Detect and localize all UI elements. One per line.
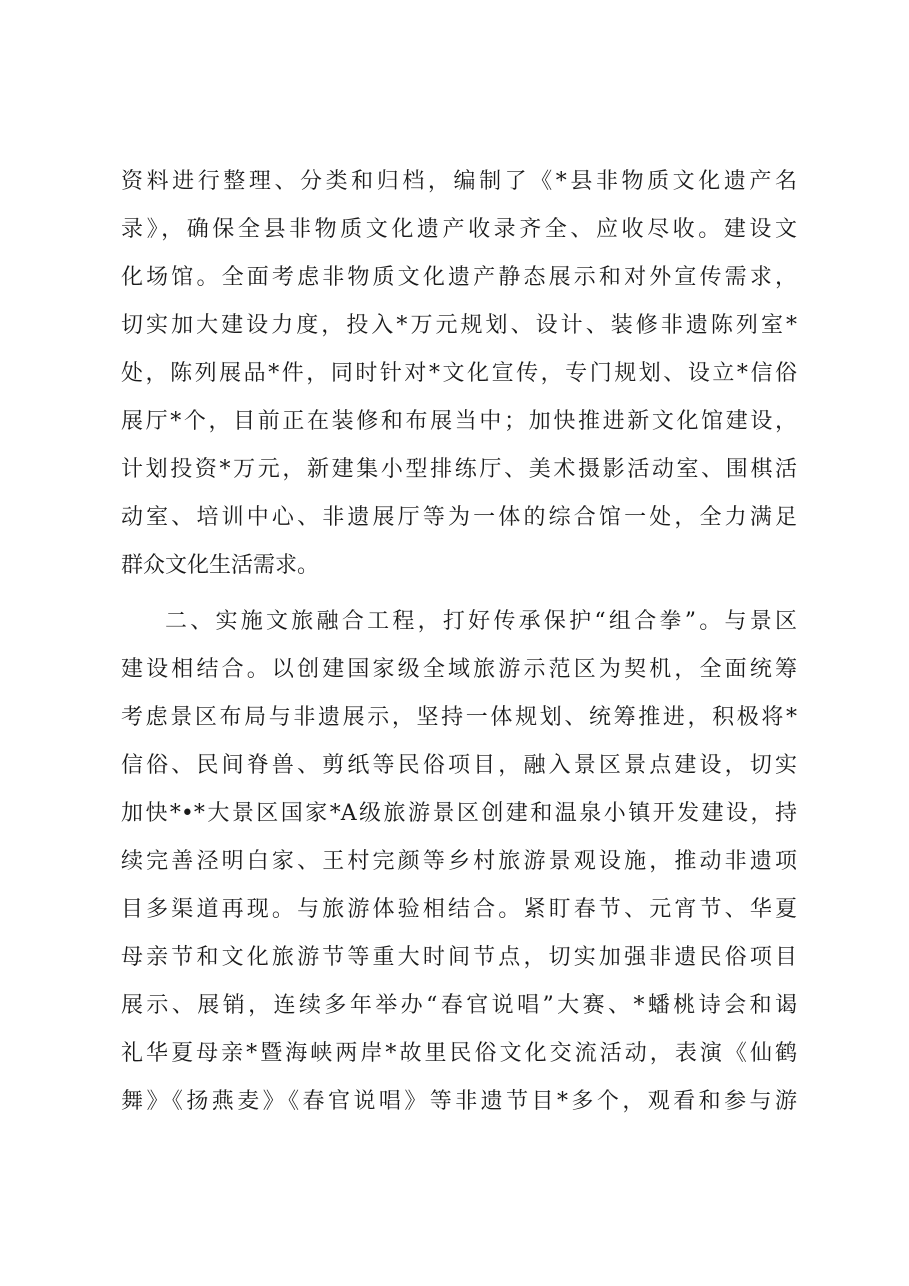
text-line: 考虑景区布局与非遗展示，坚持一体规划、统筹推进，积极将* [121, 705, 797, 730]
text-line: 切实加大建设力度，投入*万元规划、设计、装修非遗陈列室* [121, 313, 797, 338]
text-line: 礼华夏母亲*暨海峡两岸*故里民俗文化交流活动，表演《仙鹤 [121, 1041, 797, 1066]
text-line: 动室、培训中心、非遗展厅等为一体的综合馆一处，全力满足 [121, 505, 797, 530]
text-line: 处，陈列展品*件，同时针对*文化宣传，专门规划、设立*信俗 [121, 361, 797, 386]
text-line: 续完善泾明白家、王村完颜等乡村旅游景观设施，推动非遗项 [121, 849, 797, 874]
text-line: 录》，确保全县非物质文化遗产收录齐全、应收尽收。建设文 [121, 217, 797, 242]
text-line: 目多渠道再现。与旅游体验相结合。紧盯春节、元宵节、华夏 [121, 897, 797, 922]
text-line: 信俗、民间脊兽、剪纸等民俗项目，融入景区景点建设，切实 [121, 753, 797, 778]
text-line: 舞》《扬燕麦》《春官说唱》等非遗节目*多个，观看和参与游 [121, 1089, 797, 1114]
text-line: 建设相结合。以创建国家级全域旅游示范区为契机，全面统筹 [121, 657, 797, 682]
text-line: 母亲节和文化旅游节等重大时间节点，切实加强非遗民俗项目 [121, 945, 797, 970]
text-line: 加快*•*大景区国家*A级旅游景区创建和温泉小镇开发建设，持 [121, 801, 797, 826]
text-line: 化场馆。全面考虑非物质文化遗产静态展示和对外宣传需求， [121, 265, 797, 290]
text-line: 展厅*个，目前正在装修和布展当中；加快推进新文化馆建设， [121, 409, 797, 434]
text-line: 二、实施文旅融合工程，打好传承保护“组合拳”。与景区 [165, 609, 797, 634]
text-line: 群众文化生活需求。 [121, 553, 320, 578]
text-line: 计划投资*万元，新建集小型排练厅、美术摄影活动室、围棋活 [121, 457, 797, 482]
text-line: 资料进行整理、分类和归档，编制了《*县非物质文化遗产名 [121, 169, 797, 194]
text-line: 展示、展销，连续多年举办“春官说唱”大赛、*蟠桃诗会和谒 [121, 993, 797, 1018]
